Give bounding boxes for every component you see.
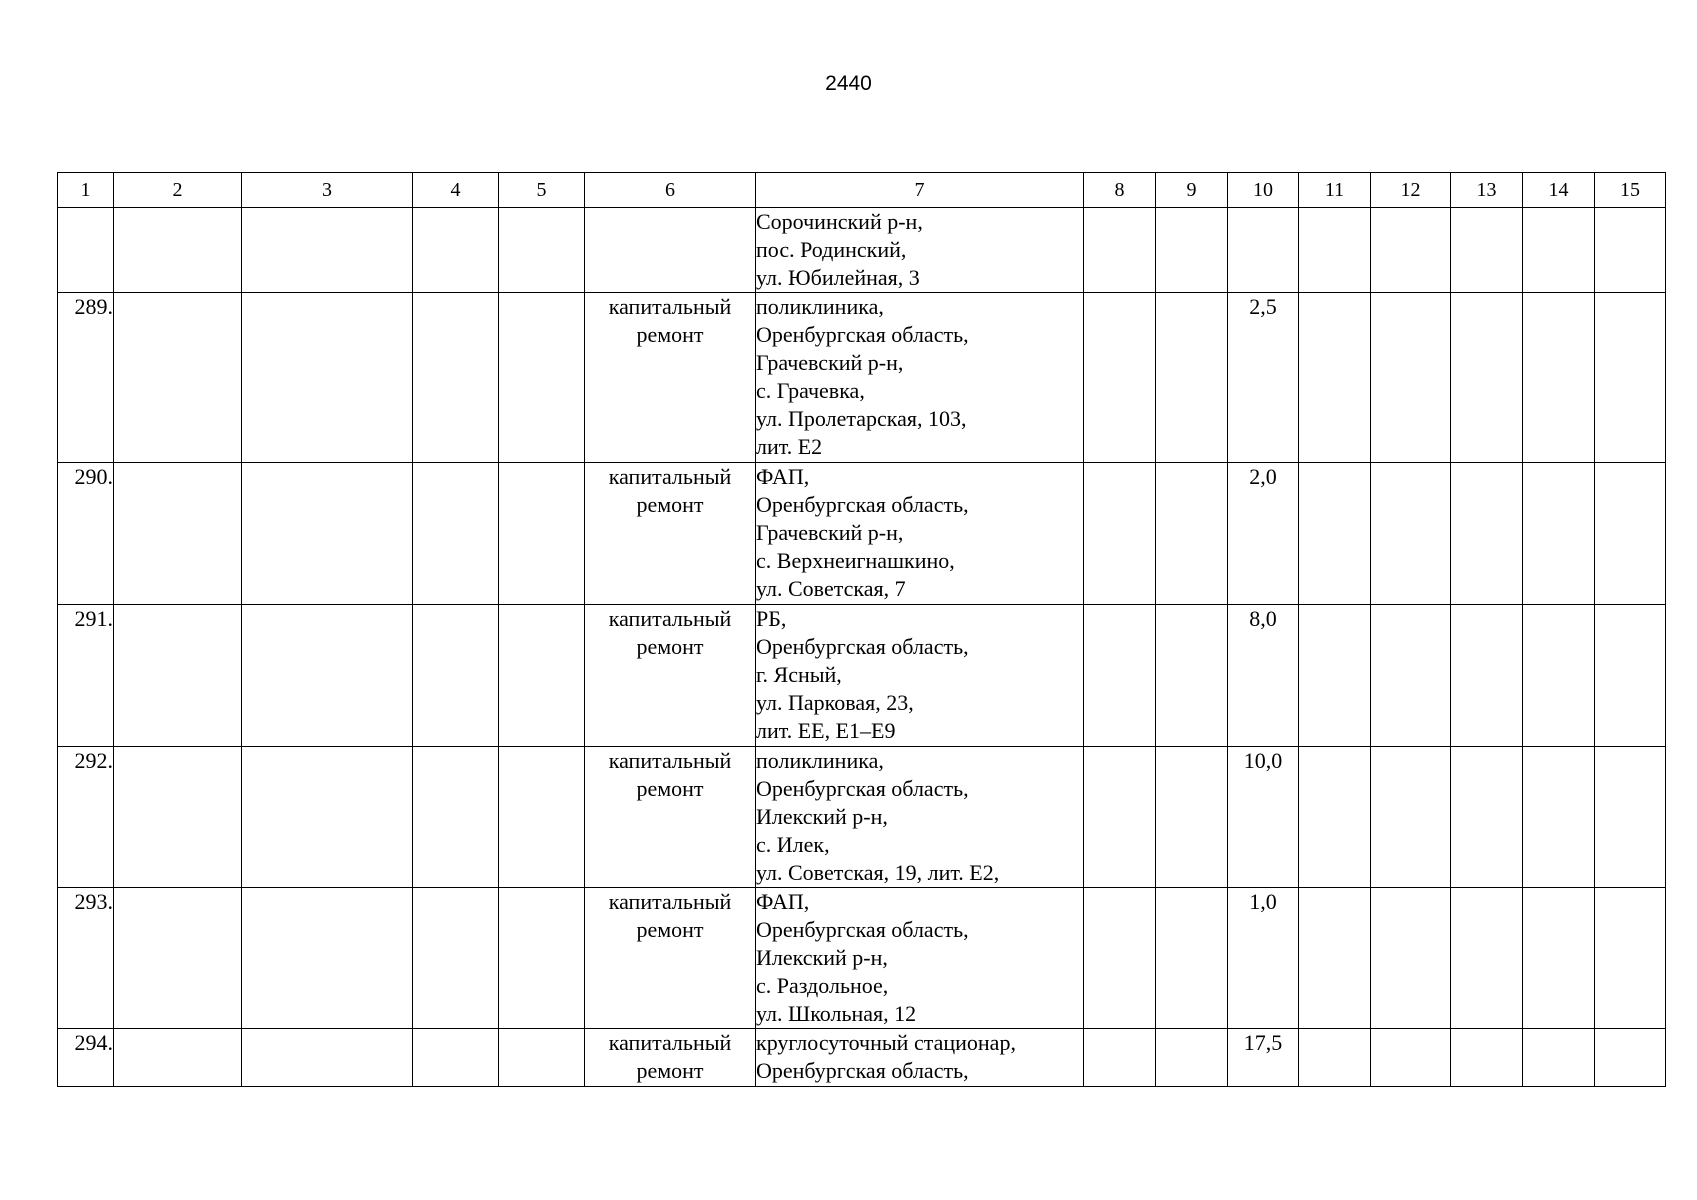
work-type-line: капитальный: [608, 1030, 732, 1055]
empty-cell: [499, 888, 585, 1029]
empty-cell: [413, 1029, 499, 1087]
address-line: ФАП,: [756, 464, 810, 489]
empty-cell: [1299, 888, 1371, 1029]
address-line: Оренбургская область,: [756, 322, 969, 347]
empty-cell: [1595, 1029, 1666, 1087]
address-line: Илекский р-н,: [756, 945, 888, 970]
table-row: [58, 293, 1666, 463]
empty-cell: [242, 293, 413, 463]
empty-cell: [1451, 293, 1523, 463]
column-header: 1: [58, 173, 114, 208]
column-header: 3: [242, 173, 413, 208]
work-type-line: капитальный: [608, 294, 732, 319]
column-header: 8: [1084, 173, 1156, 208]
empty-cell: [1523, 1029, 1595, 1087]
empty-cell: [1371, 293, 1451, 463]
work-type-cell: [585, 463, 756, 605]
column-header: 11: [1299, 173, 1371, 208]
address-line: поликлиника,: [756, 294, 884, 319]
column-header: 12: [1371, 173, 1451, 208]
value-cell: 10,0: [1228, 747, 1299, 888]
table-row: [58, 605, 1666, 747]
address-line: ул. Парковая, 23,: [756, 690, 914, 715]
address-line: Илекский р-н,: [756, 804, 888, 829]
empty-cell: [1595, 463, 1666, 605]
empty-cell: [1299, 293, 1371, 463]
address-line: Грачевский р-н,: [756, 520, 904, 545]
empty-cell: [1371, 208, 1451, 293]
address-line: Сорочинский р-н,: [756, 209, 923, 234]
work-type-line: капитальный: [608, 889, 732, 914]
work-type-line: ремонт: [636, 322, 704, 347]
empty-cell: [499, 1029, 585, 1087]
column-header: 15: [1595, 173, 1666, 208]
column-header: 6: [585, 173, 756, 208]
empty-cell: [1523, 208, 1595, 293]
object-address-cell: [756, 293, 1084, 463]
empty-cell: [1523, 888, 1595, 1029]
table-row: [58, 747, 1666, 888]
table-row: [58, 463, 1666, 605]
object-address-cell: [756, 747, 1084, 888]
work-type-line: капитальный: [608, 464, 732, 489]
address-line: Грачевский р-н,: [756, 350, 904, 375]
empty-cell: [1451, 747, 1523, 888]
empty-cell: [413, 605, 499, 747]
empty-cell: [1371, 888, 1451, 1029]
empty-cell: [1595, 888, 1666, 1029]
empty-cell: [242, 1029, 413, 1087]
work-type-cell: [585, 293, 756, 463]
empty-cell: [1084, 1029, 1156, 1087]
empty-cell: [499, 605, 585, 747]
value-cell: 8,0: [1228, 605, 1299, 747]
address-line: с. Грачевка,: [756, 378, 865, 403]
work-type-line: ремонт: [636, 776, 704, 801]
address-line: ФАП,: [756, 889, 810, 914]
work-type-cell: [585, 1029, 756, 1087]
empty-cell: [1156, 208, 1228, 293]
empty-cell: [413, 888, 499, 1029]
empty-cell: [1595, 208, 1666, 293]
table-row: [58, 208, 1666, 293]
value-cell: 2,5: [1228, 293, 1299, 463]
address-line: поликлиника,: [756, 748, 884, 773]
address-line: Оренбургская область,: [756, 634, 969, 659]
empty-cell: [499, 463, 585, 605]
row-number-cell: 289.: [58, 293, 114, 463]
object-address-cell: [756, 605, 1084, 747]
work-type-cell: [585, 208, 756, 293]
empty-cell: [1299, 1029, 1371, 1087]
address-line: с. Илек,: [756, 832, 830, 857]
address-line: с. Верхнеигнашкино,: [756, 548, 955, 573]
empty-cell: [114, 293, 242, 463]
empty-cell: [1371, 747, 1451, 888]
empty-cell: [1595, 605, 1666, 747]
empty-cell: [1299, 747, 1371, 888]
empty-cell: [1371, 605, 1451, 747]
row-number-cell: 294.: [58, 1029, 114, 1087]
empty-cell: [1084, 463, 1156, 605]
empty-cell: [1523, 293, 1595, 463]
empty-cell: [1523, 463, 1595, 605]
empty-cell: [413, 747, 499, 888]
column-header: 10: [1228, 173, 1299, 208]
column-header: 5: [499, 173, 585, 208]
column-header: 7: [756, 173, 1084, 208]
address-line: ул. Советская, 19, лит. Е2,: [756, 860, 1000, 885]
row-number-cell: [58, 208, 114, 293]
empty-cell: [1156, 605, 1228, 747]
empty-cell: [499, 208, 585, 293]
object-address-cell: [756, 1029, 1084, 1087]
empty-cell: [114, 888, 242, 1029]
empty-cell: [413, 463, 499, 605]
empty-cell: [1156, 747, 1228, 888]
work-type-line: ремонт: [636, 917, 704, 942]
value-cell: 1,0: [1228, 888, 1299, 1029]
empty-cell: [242, 747, 413, 888]
row-number-cell: 292.: [58, 747, 114, 888]
empty-cell: [1156, 293, 1228, 463]
table-row: [58, 1029, 1666, 1087]
data-table: [57, 172, 1666, 1087]
address-line: г. Ясный,: [756, 662, 842, 687]
empty-cell: [1595, 293, 1666, 463]
value-cell: [1228, 208, 1299, 293]
empty-cell: [114, 208, 242, 293]
empty-cell: [1084, 747, 1156, 888]
address-line: Оренбургская область,: [756, 492, 969, 517]
empty-cell: [1451, 208, 1523, 293]
row-number-cell: 291.: [58, 605, 114, 747]
work-type-line: ремонт: [636, 1058, 704, 1083]
empty-cell: [1299, 463, 1371, 605]
object-address-cell: [756, 208, 1084, 293]
column-header: 9: [1156, 173, 1228, 208]
empty-cell: [1523, 605, 1595, 747]
work-type-line: капитальный: [608, 606, 732, 631]
empty-cell: [1084, 888, 1156, 1029]
empty-cell: [499, 293, 585, 463]
empty-cell: [242, 463, 413, 605]
empty-cell: [1523, 747, 1595, 888]
address-line: ул. Школьная, 12: [756, 1001, 917, 1026]
empty-cell: [1595, 747, 1666, 888]
empty-cell: [1084, 293, 1156, 463]
empty-cell: [114, 605, 242, 747]
empty-cell: [413, 293, 499, 463]
empty-cell: [1371, 1029, 1451, 1087]
column-header: 4: [413, 173, 499, 208]
address-line: ул. Советская, 7: [756, 576, 906, 601]
row-number-cell: 290.: [58, 463, 114, 605]
empty-cell: [1451, 888, 1523, 1029]
empty-cell: [1451, 605, 1523, 747]
column-header: 13: [1451, 173, 1523, 208]
address-line: с. Раздольное,: [756, 973, 889, 998]
address-line: лит. ЕЕ, Е1–Е9: [756, 718, 896, 743]
table-header-row: [58, 173, 1666, 208]
empty-cell: [1156, 463, 1228, 605]
empty-cell: [1451, 463, 1523, 605]
address-line: Оренбургская область,: [756, 1058, 969, 1083]
empty-cell: [114, 463, 242, 605]
address-line: Оренбургская область,: [756, 917, 969, 942]
work-type-cell: [585, 888, 756, 1029]
address-line: ул. Юбилейная, 3: [756, 265, 920, 290]
work-type-line: капитальный: [608, 748, 732, 773]
work-type-line: ремонт: [636, 492, 704, 517]
row-number-cell: 293.: [58, 888, 114, 1029]
empty-cell: [242, 605, 413, 747]
empty-cell: [1371, 463, 1451, 605]
empty-cell: [114, 1029, 242, 1087]
empty-cell: [1156, 888, 1228, 1029]
empty-cell: [499, 747, 585, 888]
empty-cell: [114, 747, 242, 888]
object-address-cell: [756, 463, 1084, 605]
work-type-cell: [585, 747, 756, 888]
page-number: 2440: [825, 72, 872, 95]
work-type-cell: [585, 605, 756, 747]
empty-cell: [1299, 605, 1371, 747]
empty-cell: [242, 888, 413, 1029]
column-header: 14: [1523, 173, 1595, 208]
address-line: Оренбургская область,: [756, 776, 969, 801]
empty-cell: [1084, 208, 1156, 293]
address-line: круглосуточный стационар,: [756, 1030, 1016, 1055]
value-cell: 17,5: [1228, 1029, 1299, 1087]
empty-cell: [1084, 605, 1156, 747]
object-address-cell: [756, 888, 1084, 1029]
value-cell: 2,0: [1228, 463, 1299, 605]
address-line: РБ,: [756, 606, 787, 631]
address-line: пос. Родинский,: [756, 237, 907, 262]
empty-cell: [1451, 1029, 1523, 1087]
column-header: 2: [114, 173, 242, 208]
empty-cell: [1156, 1029, 1228, 1087]
address-line: лит. Е2: [756, 434, 823, 459]
table-row: [58, 888, 1666, 1029]
empty-cell: [413, 208, 499, 293]
work-type-line: ремонт: [636, 634, 704, 659]
empty-cell: [242, 208, 413, 293]
address-line: ул. Пролетарская, 103,: [756, 406, 967, 431]
empty-cell: [1299, 208, 1371, 293]
